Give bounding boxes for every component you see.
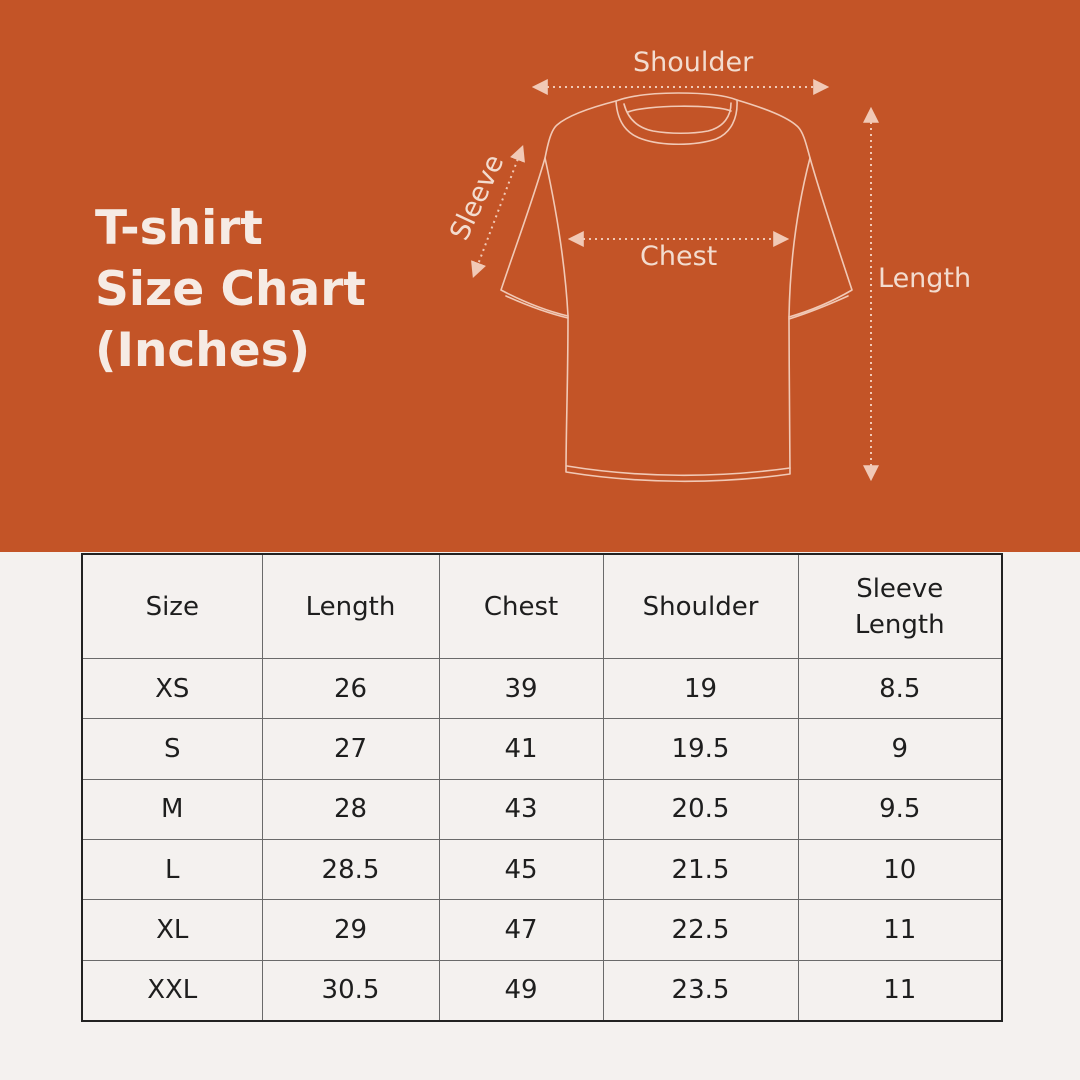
header-length: Length [262,554,439,659]
cell-length: 26 [262,659,439,719]
cell-length: 29 [262,900,439,960]
length-label: Length [878,263,972,294]
cell-shoulder: 23.5 [603,960,798,1021]
table-header-row [82,554,1002,659]
cell-size: S [82,719,262,779]
cell-length: 27 [262,719,439,779]
cell-chest: 49 [439,960,603,1021]
table-row [82,779,1002,839]
header-chest: Chest [439,554,603,659]
cell-chest: 47 [439,900,603,960]
header-shoulder: Shoulder [603,554,798,659]
cell-length: 28.5 [262,839,439,899]
cell-size: M [82,779,262,839]
cell-chest: 43 [439,779,603,839]
header-size: Size [82,554,262,659]
cell-sleeve-length: 8.5 [798,659,1002,719]
cell-sleeve-length: 11 [798,960,1002,1021]
size-table [81,553,1003,1022]
cell-sleeve-length: 11 [798,900,1002,960]
table-row [82,839,1002,899]
title-line-2: Size Chart [95,262,366,317]
cell-chest: 41 [439,719,603,779]
cell-length: 28 [262,779,439,839]
cell-shoulder: 21.5 [603,839,798,899]
cell-length: 30.5 [262,960,439,1021]
cell-sleeve-length: 9 [798,719,1002,779]
tshirt-outline-icon [501,93,852,481]
cell-size: XXL [82,960,262,1021]
cell-size: XL [82,900,262,960]
cell-sleeve-length: 10 [798,839,1002,899]
cell-shoulder: 19 [603,659,798,719]
table-row [82,659,1002,719]
title-line-1: T-shirt [95,201,263,256]
cell-shoulder: 22.5 [603,900,798,960]
shoulder-label: Shoulder [633,47,754,78]
table-row [82,719,1002,779]
sleeve-label: Sleeve [444,149,511,246]
header-sleeve-length: Sleeve Length [798,554,1002,659]
cell-shoulder: 19.5 [603,719,798,779]
chest-label: Chest [640,241,718,272]
cell-shoulder: 20.5 [603,779,798,839]
cell-sleeve-length: 9.5 [798,779,1002,839]
table-row [82,900,1002,960]
cell-size: XS [82,659,262,719]
cell-chest: 45 [439,839,603,899]
measurement-arrows [474,87,871,478]
table-row [82,960,1002,1021]
cell-size: L [82,839,262,899]
cell-chest: 39 [439,659,603,719]
title-line-3: (Inches) [95,323,311,378]
